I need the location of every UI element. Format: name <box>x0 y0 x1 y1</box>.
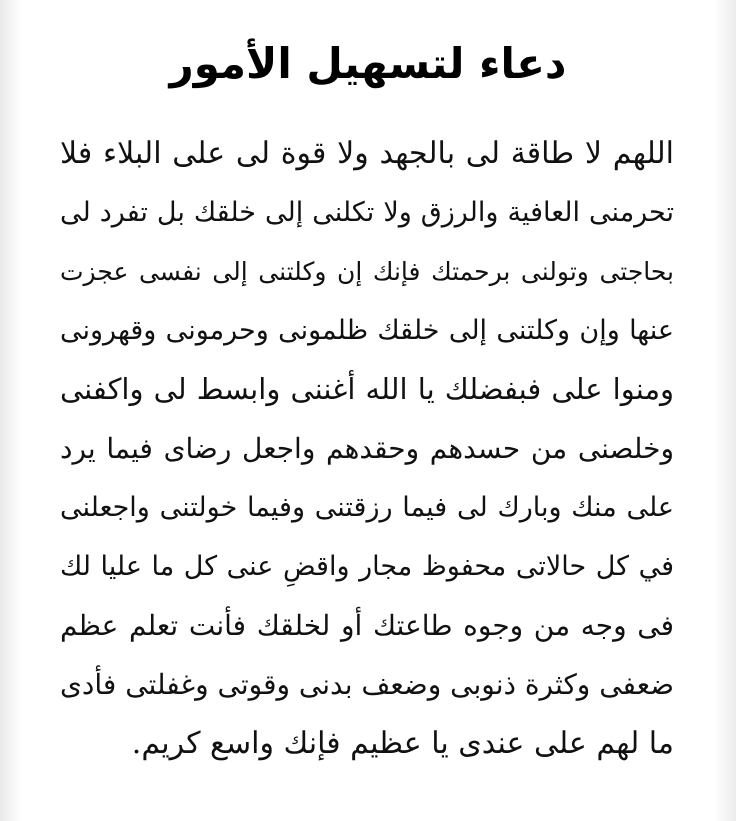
prayer-line: تحرمنى العافية والرزق ولا تكلنى إلى خلقك بل تفرد لى <box>60 197 674 228</box>
prayer-line: ضعفى وكثرة ذنوبى وضعف بدنى وقوتى وغفلتى فأدى <box>60 668 674 701</box>
prayer-body <box>60 124 674 773</box>
prayer-line: عنها وإن وكلتنى إلى خلقك ظلمونى وحرمونى وقهرونى <box>60 315 674 346</box>
prayer-line: اللهم لا طاقة لى بالجهد ولا قوة لى على البلاء فلا <box>60 136 674 171</box>
prayer-line: ومنوا على فبفضلك يا الله أغننى وابسط لى واكفنى <box>60 372 674 406</box>
prayer-line: وخلصنى من حسدهم وحقدهم واجعل رضاى فيما يرد <box>60 432 674 465</box>
prayer-line: في كل حالاتى محفوظ مجار واقضِ عنى كل ما عليا لك <box>60 551 674 582</box>
prayer-line: بحاجتى وتولنى برحمتك فإنك إن وكلتنى إلى نفسى عجزت <box>60 257 674 286</box>
prayer-title: دعاء لتسهيل الأمور <box>169 39 567 88</box>
prayer-line-last: ما لهم على عندى يا عظيم فإنك واسع كريم. <box>131 726 674 761</box>
prayer-line: فى وجه من وجوه طاعتك أو لخلقك فأنت تعلم عظم <box>60 609 674 642</box>
prayer-line: على منك وبارك لى فيما رزقتنى وفيما خولتنى واجعلنى <box>60 492 674 523</box>
